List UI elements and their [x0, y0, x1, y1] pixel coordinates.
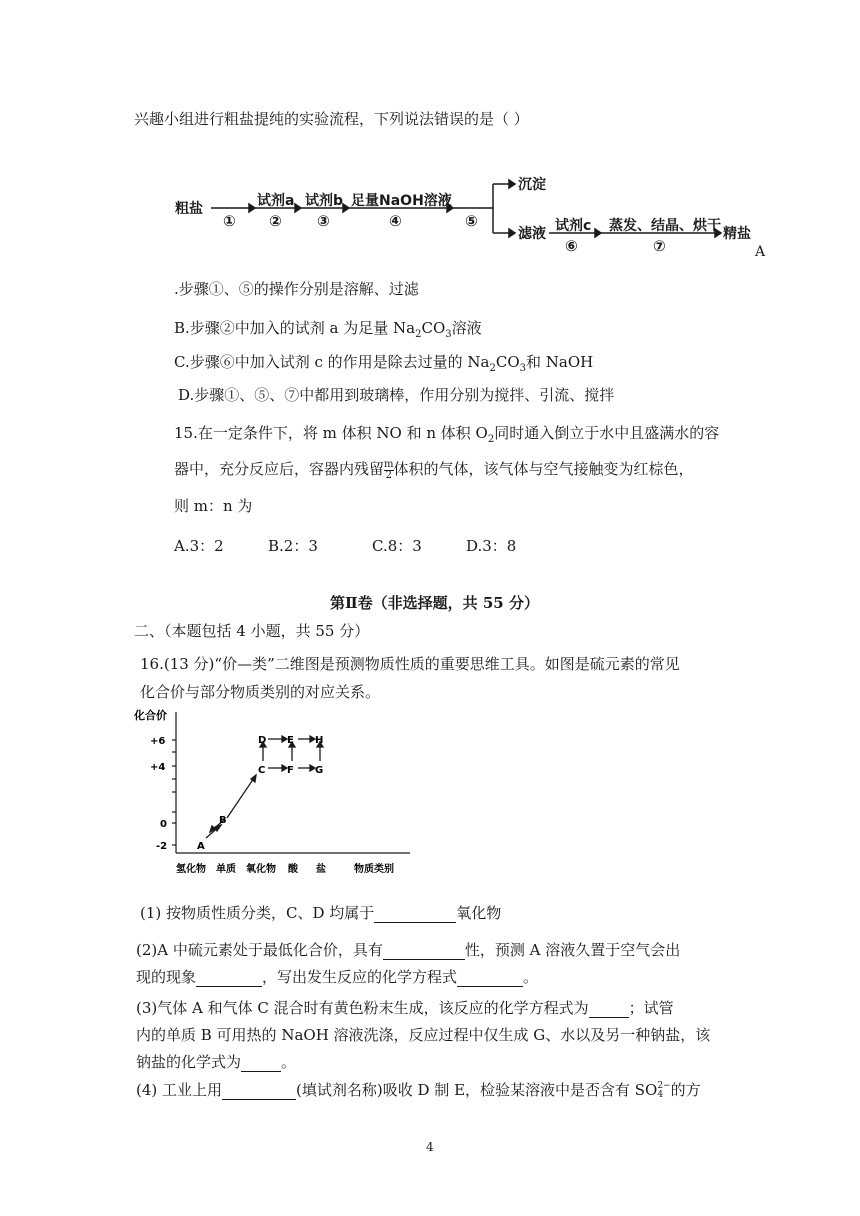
sub-question-2-line1: (2)A 中硫元素处于最低化合价，具有 性，预测 A 溶液久置于空气会出	[136, 941, 681, 959]
question-15-line1: 15.在一定条件下，将 m 体积 NO 和 n 体积 $O_2$同时通入倒立于水中且盛满水的容	[174, 424, 720, 445]
flow-step-1: ①	[223, 212, 236, 230]
flow-product: 精盐	[723, 226, 751, 242]
point-f: F	[287, 765, 294, 776]
flow-reagent-b: 试剂b	[305, 193, 344, 209]
answer-blank[interactable]	[196, 970, 262, 987]
xcat-hydride: 氢化物	[176, 864, 206, 875]
answer-blank[interactable]	[589, 1001, 629, 1018]
question-15-line2: 器中，充分反应后，容器内残留 $\frac{m}{2}$ 体积的气体，该气体与空气接触变为红棕色，	[174, 458, 694, 481]
question-16-line1: 16.(13 分)“价—类”二维图是预测物质性质的重要思维工具。如图是硫元素的常见	[140, 655, 680, 673]
flow-evaporate: 蒸发、结晶、烘干	[609, 218, 721, 234]
point-a: A	[197, 841, 205, 852]
option-a: .步骤①、⑤的操作分别是溶解、过滤	[174, 280, 419, 298]
flow-naoh: 足量NaOH溶液	[351, 193, 452, 209]
flow-filtrate: 滤液	[518, 226, 546, 242]
point-g: G	[315, 765, 324, 776]
question-16-line2: 化合价与部分物质类别的对应关系。	[140, 683, 381, 701]
part2-title: 第Ⅱ卷（非选择题，共 55 分）	[330, 594, 539, 612]
flow-step-4: ④	[389, 212, 402, 230]
part2-heading: 二、（本题包括 4 小题，共 55 分）	[134, 622, 370, 640]
sub-question-1: (1) 按物质性质分类，C、D 均属于 氧化物	[140, 904, 502, 922]
option-b: B.步骤②中加入的试剂 a 为足量 $Na_2CO_3$溶液	[174, 319, 482, 340]
answer-blank[interactable]	[241, 1055, 281, 1072]
flow-step-6: ⑥	[565, 237, 578, 255]
flow-step-2: ②	[269, 212, 282, 230]
flow-step-5: ⑤	[465, 212, 478, 230]
option-c: C.步骤⑥中加入试剂 c 的作用是除去过量的 $Na_2CO_3$和 NaOH	[174, 353, 594, 374]
chart-ylabel: 化合价	[134, 709, 167, 722]
option-d: D.步骤①、⑤、⑦中都用到玻璃棒，作用分别为搅拌、引流、搅拌	[178, 386, 615, 404]
answer-blank[interactable]	[222, 1083, 296, 1100]
fraction: $\frac{m}{2}$	[384, 458, 394, 481]
flow-step-3: ③	[317, 212, 330, 230]
point-d: D	[258, 735, 267, 746]
point-b: B	[219, 815, 227, 826]
question-14-stem: 兴趣小组进行粗盐提纯的实验流程，下列说法错误的是（ ）	[134, 110, 529, 128]
sub-question-2-line2: 现的现象 ，写出发生反应的化学方程式 。	[136, 968, 539, 986]
answer-blank[interactable]	[383, 943, 465, 960]
question-15-option-a: A.3：2	[174, 537, 224, 555]
ytick-plus6: +6	[150, 736, 166, 747]
answer-blank[interactable]	[374, 906, 456, 923]
ytick-plus4: +4	[150, 762, 166, 773]
flow-reagent-c: 试剂c	[555, 218, 592, 234]
question-15-option-b: B.2：3	[268, 537, 318, 555]
point-c: C	[258, 765, 266, 776]
flow-letter-a: A	[755, 244, 766, 260]
flow-diagram	[175, 170, 775, 265]
sub-question-3-line3: 钠盐的化学式为 。	[136, 1053, 297, 1071]
xcat-acid: 酸	[288, 864, 298, 875]
flow-reagent-a: 试剂a	[257, 193, 295, 209]
flow-precipitate: 沉淀	[518, 177, 546, 193]
sub-question-3-line1: (3)气体 A 和气体 C 混合时有黄色粉末生成，该反应的化学方程式为 ；试管	[136, 999, 674, 1017]
flow-step-7: ⑦	[653, 237, 666, 255]
question-15-option-d: D.3：8	[466, 537, 517, 555]
question-15-option-c: C.8：3	[372, 537, 422, 555]
ion-script: 2− 4	[657, 1081, 671, 1100]
sub-question-3-line2: 内的单质 B 可用热的 NaOH 溶液洗涤，反应过程中仅生成 G、水以及另一种钠盐，该	[136, 1026, 711, 1044]
xcat-oxide: 氧化物	[246, 864, 276, 875]
valence-class-chart	[120, 702, 450, 882]
xcat-salt: 盐	[316, 864, 326, 875]
question-15-line3: 则 m：n 为	[174, 497, 253, 515]
flow-start: 粗盐	[175, 201, 203, 217]
answer-blank[interactable]	[457, 970, 523, 987]
point-e: E	[287, 735, 294, 746]
ytick-minus2: -2	[156, 841, 168, 852]
chart-xlabel: 物质类别	[354, 864, 394, 875]
sub-question-4: (4) 工业上用 (填试剂名称)吸收 D 制 E，检验某溶液中是否含有 SO 2− 4 的方	[136, 1081, 701, 1100]
page-number: 4	[426, 1140, 434, 1154]
point-h: H	[315, 735, 324, 746]
ytick-zero: 0	[160, 819, 167, 830]
xcat-element: 单质	[216, 864, 236, 875]
